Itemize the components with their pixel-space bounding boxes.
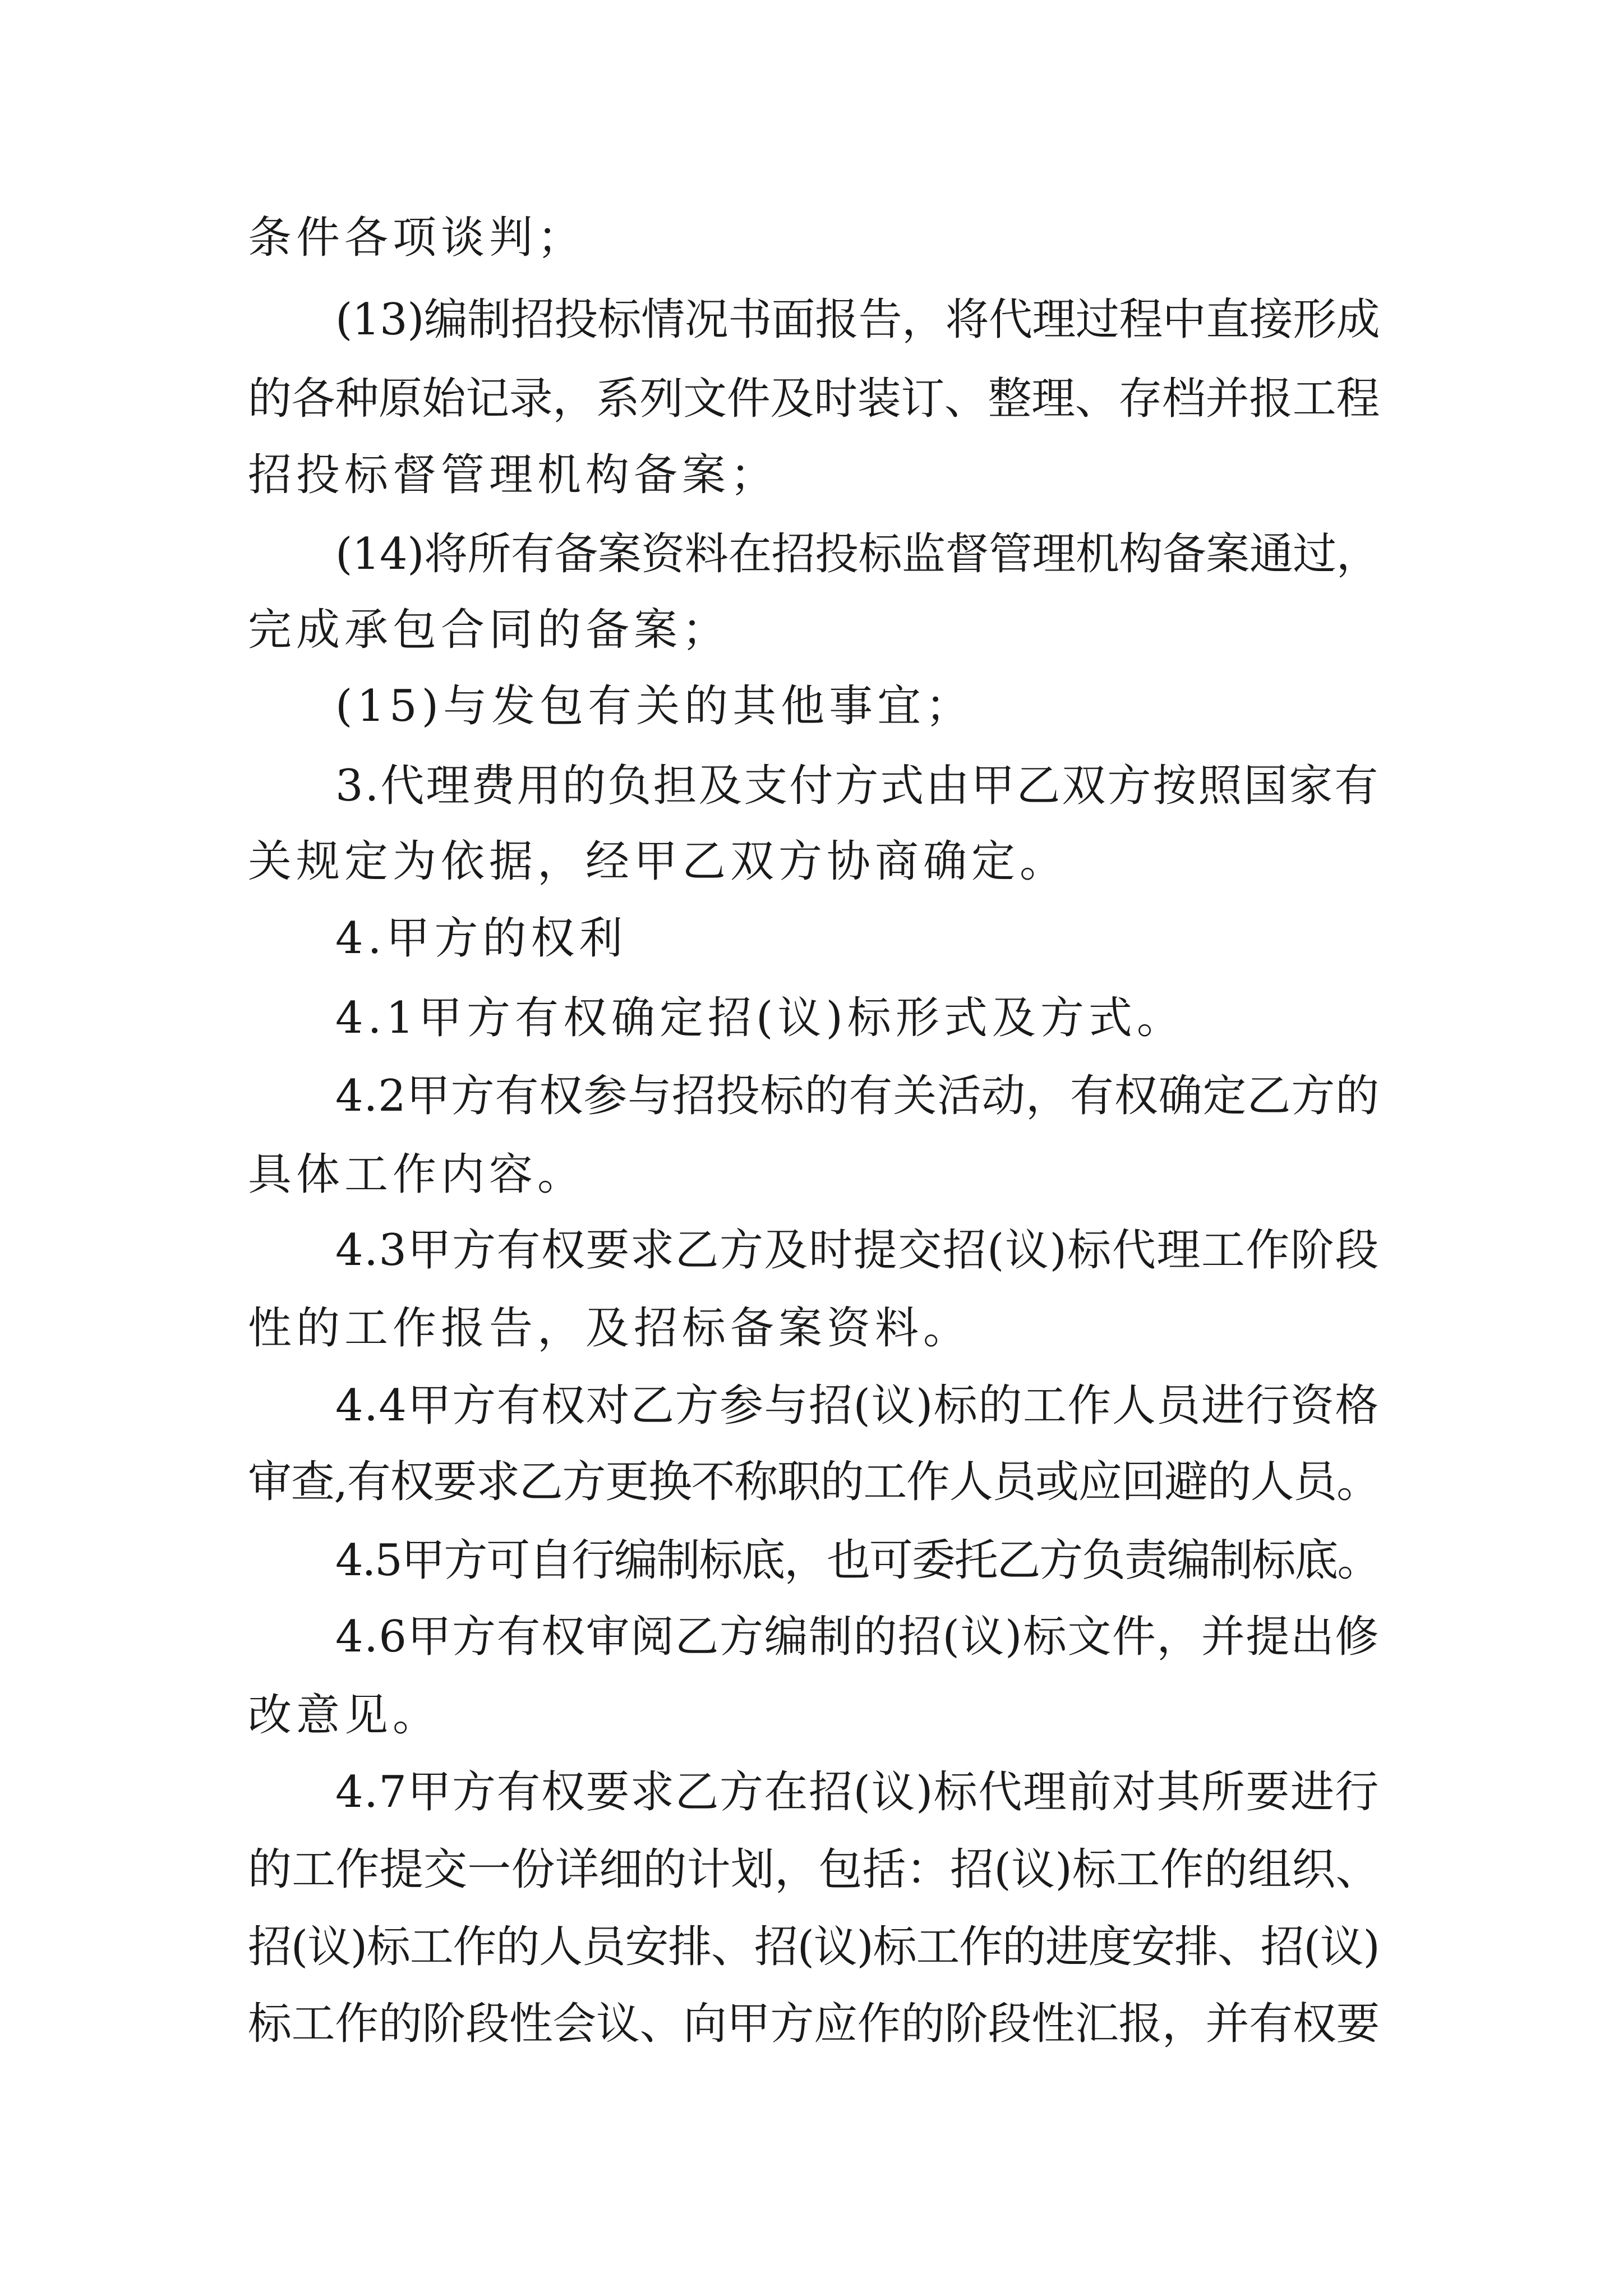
text-line: 4.1甲方有权确定招(议)标形式及方式。 — [335, 993, 1185, 1043]
text-line: 的各种原始记录，系列文件及时装订、整理、存档并报工程 — [248, 374, 1380, 424]
text-line: 的工作提交一份详细的计划，包括：招(议)标工作的组织、 — [248, 1844, 1380, 1895]
text-line: 4.3甲方有权要求乙方及时提交招(议)标代理工作阶段 — [335, 1225, 1380, 1276]
text-line: 招投标督管理机构备案； — [248, 450, 779, 500]
text-line: 完成承包合同的备案； — [248, 605, 731, 655]
text-line: 4.4甲方有权对乙方参与招(议)标的工作人员进行资格 — [335, 1381, 1380, 1431]
text-line: 关规定为依据，经甲乙双方协商确定。 — [248, 836, 1068, 887]
text-line: 4.2甲方有权参与招投标的有关活动，有权确定乙方的 — [335, 1071, 1380, 1121]
text-line: (14)将所有备案资料在招投标监督管理机构备案通过， — [335, 529, 1380, 579]
text-line: 改意见。 — [248, 1690, 441, 1741]
text-line: 具体工作内容。 — [248, 1149, 586, 1200]
text-line: 审查,有权要求乙方更换不称职的工作人员或应回避的人员。 — [248, 1457, 1380, 1507]
text-line: 招(议)标工作的人员安排、招(议)标工作的进度安排、招(议) — [248, 1922, 1380, 1972]
text-line: (13)编制招投标情况书面报告，将代理过程中直接形成 — [335, 295, 1380, 345]
text-line: 标工作的阶段性会议、向甲方应作的阶段性汇报，并有权要 — [248, 1999, 1380, 2049]
text-line: 4.6甲方有权审阅乙方编制的招(议)标文件，并提出修 — [335, 1612, 1380, 1662]
text-line: (15)与发包有关的其他事宜； — [335, 681, 974, 731]
text-line: 4.甲方的权利 — [335, 913, 628, 964]
text-line: 3.代理费用的负担及支付方式由甲乙双方按照国家有 — [335, 761, 1380, 811]
text-line: 4.5甲方可自行编制标底，也可委托乙方负责编制标底。 — [335, 1535, 1380, 1586]
text-line: 条件各项谈判； — [248, 213, 586, 263]
text-line: 4.7甲方有权要求乙方在招(议)标代理前对其所要进行 — [335, 1767, 1380, 1818]
text-line: 性的工作报告，及招标备案资料。 — [248, 1303, 972, 1354]
